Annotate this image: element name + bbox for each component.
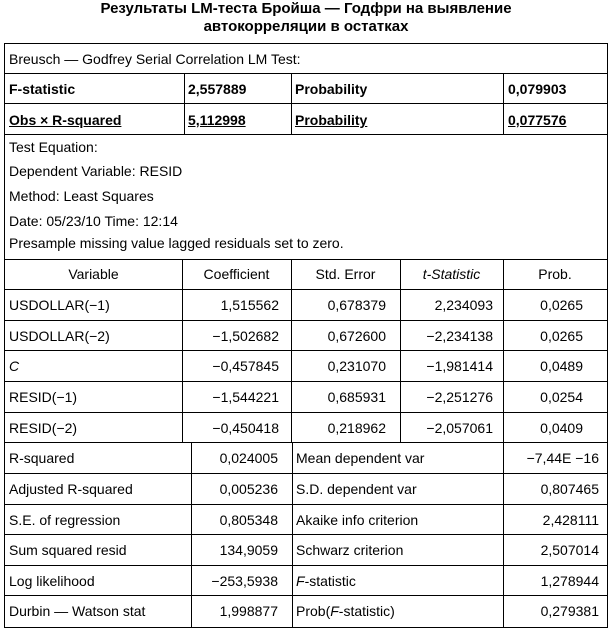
- row-2-t-statistic: −1,981414: [426, 358, 493, 374]
- results-table: [4, 43, 608, 628]
- stat-5-value-right: 0,279381: [540, 603, 599, 619]
- obs-value: 5,112998: [188, 112, 246, 128]
- page-title: [0, 0, 612, 36]
- row-2-prob: 0,0489: [540, 358, 583, 374]
- f-prob-value: 0,079903: [508, 81, 567, 97]
- row-1-std-error: 0,672600: [327, 328, 386, 344]
- col-header-prob: Prob.: [538, 266, 572, 282]
- stat-2-label-right: Akaike info criterion: [296, 512, 419, 528]
- row-3-std-error: 0,685931: [327, 389, 386, 405]
- stat-1-label: Adjusted R-squared: [9, 481, 133, 497]
- row-0-t-statistic: 2,234093: [434, 297, 493, 313]
- row-3-t-statistic: −2,251276: [426, 389, 493, 405]
- row-2-coefficient: −0,457845: [212, 358, 279, 374]
- row-0-std-error: 0,678379: [327, 297, 386, 313]
- f-prob-label: Probability: [295, 81, 368, 97]
- stat-2-value: 0,805348: [219, 512, 278, 528]
- row-2-variable: C: [9, 358, 20, 374]
- row-4-prob: 0,0409: [540, 420, 583, 436]
- equation-title: Test Equation:: [9, 139, 98, 155]
- col-header-t-statistic: t-Statistic: [422, 266, 481, 282]
- obs-prob-value: 0,077576: [508, 112, 567, 128]
- stat-4-label: Log likelihood: [9, 573, 95, 589]
- f-stat-value: 2,557889: [188, 81, 247, 97]
- row-4-variable: RESID(−2): [9, 420, 78, 436]
- test-name: Breusch — Godfrey Serial Correlation LM Test:: [9, 51, 301, 67]
- obs-prob-label: Probability: [295, 112, 368, 128]
- obs-label: Obs × R-squared: [9, 112, 122, 128]
- stat-3-value-right: 2,507014: [540, 542, 599, 558]
- stat-0-label-right: Mean dependent var: [296, 450, 425, 466]
- row-1-t-statistic: −2,234138: [426, 328, 493, 344]
- row-4-t-statistic: −2,057061: [426, 420, 493, 436]
- stat-3-label: Sum squared resid: [9, 542, 127, 558]
- date-time: Date: 05/23/10 Time: 12:14: [9, 213, 178, 229]
- row-3-prob: 0,0254: [540, 389, 583, 405]
- dependent-variable: Dependent Variable: RESID: [9, 163, 183, 179]
- row-0-coefficient: 1,515562: [220, 297, 279, 313]
- stat-1-label-right: S.D. dependent var: [296, 481, 417, 497]
- col-header-coefficient: Coefficient: [203, 266, 270, 282]
- f-stat-label: F-statistic: [9, 81, 76, 97]
- col-header-std-error: Std. Error: [315, 266, 376, 282]
- stat-0-value-right: −7,44E −16: [526, 450, 599, 466]
- title-line-2: автокорреляции в остатках: [203, 18, 409, 35]
- row-4-coefficient: −0,450418: [212, 420, 279, 436]
- col-header-variable: Variable: [68, 266, 119, 282]
- title-line-1: Результаты LM-теста Бройша — Годфри на выявление: [100, 0, 512, 17]
- stat-5-label: Durbin — Watson stat: [9, 603, 146, 619]
- row-3-coefficient: −1,544221: [212, 389, 279, 405]
- stat-3-value: 134,9059: [219, 542, 278, 558]
- stat-2-label: S.E. of regression: [9, 512, 121, 528]
- stat-3-label-right: Schwarz criterion: [296, 542, 404, 558]
- row-0-variable: USDOLLAR(−1): [9, 297, 110, 313]
- stat-4-value: −253,5938: [211, 573, 278, 589]
- stat-4-value-right: 1,278944: [540, 573, 599, 589]
- row-0-prob: 0,0265: [540, 297, 583, 313]
- stat-2-value-right: 2,428111: [542, 512, 599, 528]
- row-2-std-error: 0,231070: [327, 358, 386, 374]
- presample-note: Presample missing value lagged residuals set to zero.: [9, 235, 344, 251]
- row-1-coefficient: −1,502682: [212, 328, 279, 344]
- row-1-prob: 0,0265: [540, 328, 583, 344]
- method: Method: Least Squares: [9, 188, 154, 204]
- stat-0-value: 0,024005: [219, 450, 278, 466]
- stat-5-value: 1,998877: [219, 603, 278, 619]
- stat-4-label-right: F-statistic: [296, 573, 356, 589]
- stat-0-label: R-squared: [9, 450, 75, 466]
- stat-5-label-right: Prob(F-statistic): [296, 603, 395, 619]
- row-4-std-error: 0,218962: [327, 420, 386, 436]
- row-1-variable: USDOLLAR(−2): [9, 328, 110, 344]
- row-3-variable: RESID(−1): [9, 389, 78, 405]
- stat-1-value-right: 0,807465: [540, 481, 599, 497]
- stat-1-value: 0,005236: [219, 481, 278, 497]
